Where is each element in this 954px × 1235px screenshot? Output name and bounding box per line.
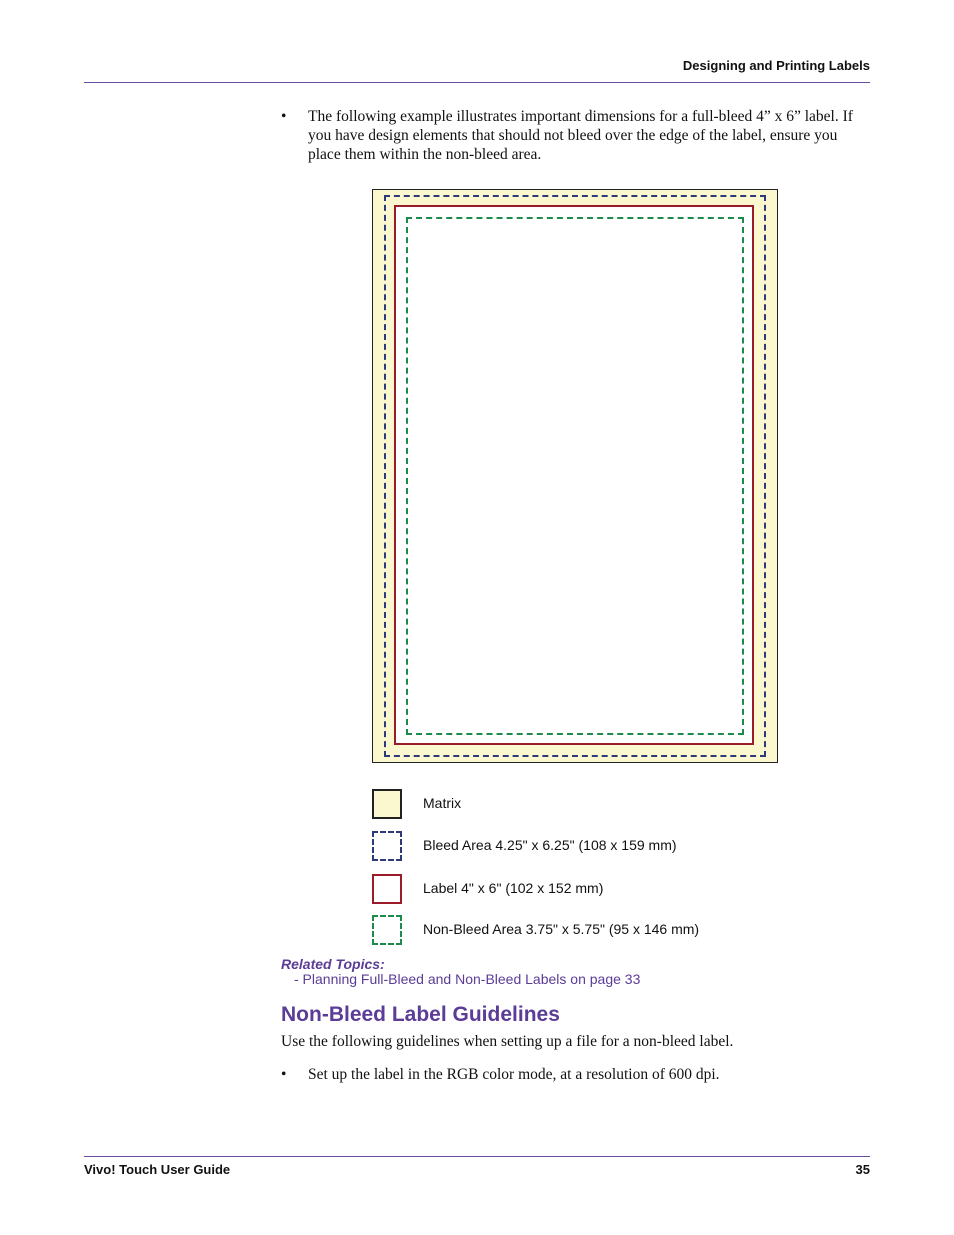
- related-topic-link[interactable]: - Planning Full-Bleed and Non-Bleed Labels on page 33: [294, 971, 641, 987]
- legend-label: Label 4" x 6" (102 x 152 mm): [423, 880, 604, 896]
- running-header-title: Designing and Printing Labels: [682, 58, 870, 73]
- legend-item-matrix: [372, 789, 792, 819]
- related-topics-heading: Related Topics:: [281, 956, 385, 972]
- footer-document-title: Vivo! Touch User Guide: [84, 1162, 231, 1177]
- header-divider: [84, 82, 870, 83]
- page-number: 35: [855, 1162, 870, 1177]
- bullet-symbol: •: [281, 108, 287, 125]
- legend-item-bleed-area: [372, 831, 792, 861]
- matrix-swatch-icon: [372, 789, 402, 819]
- label-dimensions-diagram: [372, 189, 778, 763]
- legend-label: Matrix: [423, 795, 462, 811]
- bullet-symbol: •: [281, 1066, 287, 1083]
- label-swatch-icon: [372, 874, 402, 904]
- legend-item-label: [372, 874, 792, 904]
- bleed-swatch-icon: [372, 831, 402, 861]
- footer-divider: [84, 1156, 870, 1157]
- bullet-item-rgb-color-mode: [281, 1065, 881, 1087]
- non-bleed-area-outline: [406, 217, 744, 735]
- bullet-text: Set up the label in the RGB color mode, at a resolution of 600 dpi.: [308, 1066, 720, 1083]
- bullet-text: The following example illustrates important dimensions for a full-bleed 4” x 6” label. If you have design elements that should not bleed over the edge of the label, ensure you place them within the non-bleed area.: [308, 108, 853, 163]
- bullet-item-full-bleed-example: [281, 107, 881, 167]
- legend-label: Bleed Area 4.25" x 6.25" (108 x 159 mm): [423, 837, 677, 853]
- section-intro-text: Use the following guidelines when setting up a file for a non-bleed label.: [281, 1033, 734, 1050]
- section-heading: Non-Bleed Label Guidelines: [281, 1003, 560, 1026]
- non-bleed-swatch-icon: [372, 915, 402, 945]
- legend-label: Non-Bleed Area 3.75" x 5.75" (95 x 146 mm): [423, 921, 700, 937]
- legend-item-non-bleed-area: [372, 915, 792, 945]
